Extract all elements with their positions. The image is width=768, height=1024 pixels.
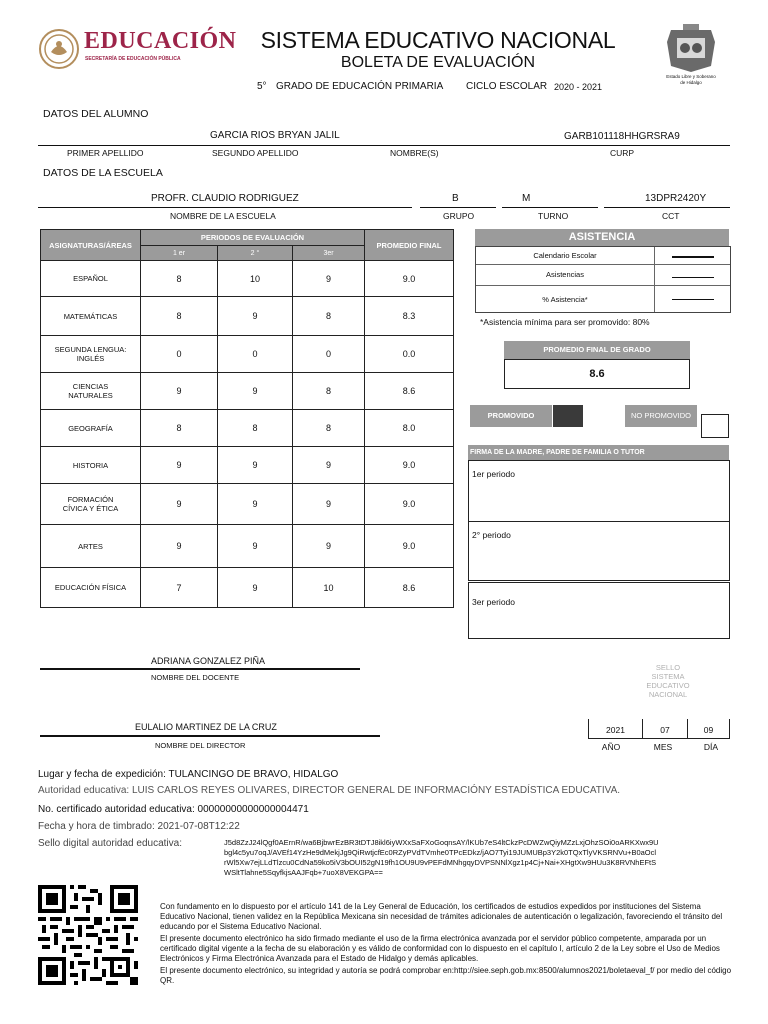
grade-cell: 8 [141,297,218,336]
grade-cell: 0 [218,336,293,373]
promovido-label: PROMOVIDO [470,405,552,427]
label-segundo-apellido: SEGUNDO APELLIDO [212,148,299,158]
header-promedio: PROMEDIO FINAL [365,230,454,261]
label-nombre-escuela: NOMBRE DE LA ESCUELA [170,211,276,221]
subject-cell: ARTES [41,525,141,568]
table-row [41,568,454,608]
asistencia-porcentaje: % Asistencia* [542,295,588,304]
grade-cell: 9 [293,447,365,484]
grade-cell: 9 [141,373,218,410]
subject-cell: GEOGRAFÍA [41,410,141,447]
grades-table [40,229,454,608]
qr-code-icon [38,885,138,985]
legal-paragraph-3: El presente documento electrónico, su integridad y autoría se podrá comprobar en:http://siee.seph.gob.mx:8500/alumnos2021/boletaeval_f/ por medio del código QR. [160,966,732,985]
logo-subtext: SECRETARÍA DE EDUCACIÓN PÚBLICA [85,56,181,62]
sello-line-1: SELLO [655,663,681,672]
qr-code[interactable] [38,885,138,985]
firma-periodo-1-label: 1er periodo [472,469,516,479]
escuela-underline-3 [502,207,598,208]
document-subtitle: BOLETA DE EVALUACIÓN [340,54,536,71]
sello-digital-value [224,838,734,878]
sep-logo [38,26,237,72]
legal-paragraph-1: Con fundamento en lo dispuesto por el artículo 141 de la Ley General de Educación, los certificados de estudios expedidos por instituciones del Sistema Educativo Nacional, tienen validez en la República Mexicana sin necesidad de trámites adicionales de autenticación o legalización, favoreciendo el tránsito del educando por el Sistema Educativo Nacional. [160,902,723,931]
escuela-underline-2 [420,207,496,208]
docente-name: ADRIANA GONZALEZ PIÑA [151,656,266,666]
table-row [41,261,454,297]
average-cell: 8.3 [365,297,454,336]
ciclo-value: 2020 - 2021 [554,82,603,92]
average-cell: 8.6 [365,373,454,410]
hidalgo-seal [660,22,722,90]
fecha-year: 2021 [606,725,625,735]
fecha-timbrado: Fecha y hora de timbrado: 2021-07-08T12:22 [38,821,240,832]
subject-cell: SEGUNDA LENGUA: INGLÉS [41,336,141,373]
sello-digital-line-4: WSltTlahne5SqyfkjsAAJFqb+7uoX8VEKGPA== [224,868,383,877]
fecha-day-label: DÍA [703,742,719,752]
grade-cell: 9 [141,525,218,568]
firma-periodo-3-box [468,582,730,639]
table-row [41,336,454,373]
grade-cell: 9 [218,484,293,525]
subject-cell: MATEMÁTICAS [41,297,141,336]
header-periodo-3: 3er [293,246,365,261]
no-certificado: No. certificado autoridad educativa: 00000000000000004471 [38,804,309,815]
promedio-final-value: 8.6 [504,359,690,389]
grade-cell: 8 [218,410,293,447]
legal-paragraph-2: El presente documento electrónico ha sido firmado mediante el uso de la firma electrónica avanzada por el servidor público competente, amparada por un certificado digital vigente a la fecha de su elaboración y es válido de conformidad con lo dispuesto en el capítulo I, artículo 2 de la Ley sobre el Uso de Medios Electrónicos y Firma Electrónica Avanzada para el Estado de Hidalgo y demás aplicables. [160,934,720,963]
table-row [41,447,454,484]
grade-cell: 9 [218,525,293,568]
grade-cell: 10 [293,568,365,608]
grade-cell: 9 [293,525,365,568]
table-row [41,410,454,447]
table-row [41,484,454,525]
sello-digital-line-3: rWl5Xw7ejLLdTlzcu0CdNa59ko5iV3bOUI52gN19fh1OU9U9vPEFdMNhgqyDVPSNNlXgz1p4Cj+Nai+XHgtXw9HUu3K8RVNhEFtS [224,858,657,867]
grade-cell: 9 [218,373,293,410]
subject-cell: HISTORIA [41,447,141,484]
label-cct: CCT [662,211,680,221]
sello-line-2: SISTEMA [651,672,685,681]
escuela-nombre-value: PROFR. CLAUDIO RODRIGUEZ [151,193,299,204]
firma-periodo-3-label: 3er periodo [472,597,516,607]
director-label: NOMBRE DEL DIRECTOR [155,741,246,750]
docente-label: NOMBRE DEL DOCENTE [151,673,240,682]
logo-text: EDUCACIÓN [84,28,237,54]
alumno-underline [38,145,730,146]
alumno-curp-value: GARB101118HHGRSRA9 [564,131,680,142]
label-turno: TURNO [538,211,569,221]
grade-cell: 9 [141,484,218,525]
header-periodo-1: 1 er [141,246,218,261]
escuela-section-title: DATOS DE LA ESCUELA [43,167,163,179]
average-cell: 8.6 [365,568,454,608]
fecha-box [588,719,730,739]
asistencia-title: ASISTENCIA [475,229,729,246]
firma-periodo-2-box [468,521,730,581]
grade-cell: 9 [218,568,293,608]
ciclo-label: CICLO ESCOLAR [466,81,548,92]
asistencia-calendario: Calendario Escolar [533,251,597,260]
grade-cell: 8 [293,373,365,410]
sello-digital-line-1: J5d8ZzJ24lQgf0AErnR/wa6BjbwrEzBR3tDTJ8ikl6iyWXxSaFXoGoqnsAY/lKUb7eS4ltCkzPcDWZwQiyMZzLxjOhzSOi0oARKXwx9U [224,838,659,847]
grade-cell: 9 [218,447,293,484]
promovido-checkbox [553,405,583,427]
lugar-expedicion: Lugar y fecha de expedición: TULANCINGO DE BRAVO, HIDALGO [38,769,339,780]
docente-signature-line [40,668,360,670]
sello-sen [620,663,716,699]
hidalgo-emblem-icon [661,22,721,74]
average-cell: 8.0 [365,410,454,447]
escuela-cct-value: 13DPR2420Y [645,193,707,204]
director-signature-line [40,735,380,737]
header-periodo-2: 2 ° [218,246,293,261]
grade-cell: 9 [218,297,293,336]
grade-label: GRADO DE EDUCACIÓN PRIMARIA [276,81,444,92]
average-cell: 0.0 [365,336,454,373]
grade-number: 5° [257,81,267,92]
alumno-section-title: DATOS DEL ALUMNO [43,108,149,120]
subject-cell: CIENCIAS NATURALES [41,373,141,410]
average-cell: 9.0 [365,447,454,484]
table-row [41,525,454,568]
alumno-nombre-value: GARCIA RIOS BRYAN JALIL [210,130,340,141]
asistencia-note: *Asistencia mínima para ser promovido: 80% [480,317,650,327]
fecha-year-label: AÑO [601,742,621,752]
grade-cell: 8 [141,261,218,297]
label-grupo: GRUPO [443,211,475,221]
subject-cell: FORMACIÓN CÍVICA Y ÉTICA [41,484,141,525]
sello-digital-line-2: bgl4c5yu7oqJ/AVEf14YzHe9dMekjJg9QiRwtjcfEc0RZyPVdTVmhe0TPcEDkz/jAO7Tyi19JUMUBp3Y2k0TQxTlyVKSRNVu+B0aOcl [224,848,657,857]
table-row [41,297,454,336]
document-title: SISTEMA EDUCATIVO NACIONAL [260,27,616,53]
grade-cell: 9 [141,447,218,484]
legal-text [160,902,734,986]
label-nombres: NOMBRE(S) [390,148,439,158]
firma-periodo-1-box [468,460,730,523]
grade-cell: 7 [141,568,218,608]
escuela-underline-1 [38,207,412,208]
director-name: EULALIO MARTINEZ DE LA CRUZ [135,722,277,732]
grade-cell: 0 [293,336,365,373]
fecha-month: 07 [660,725,670,735]
grade-cell: 0 [141,336,218,373]
no-promovido-checkbox [701,414,729,438]
seal-caption-2: de Hidalgo [680,80,702,85]
autoridad-educativa: Autoridad educativa: LUIS CARLOS REYES OLIVARES, DIRECTOR GENERAL DE INFORMACIÓNY ESTADÍSTICA EDUCATIVA. [38,785,621,796]
firma-periodo-2-label: 2° periodo [472,530,511,540]
grade-cell: 8 [293,297,365,336]
average-cell: 9.0 [365,261,454,297]
subject-cell: EDUCACIÓN FÍSICA [41,568,141,608]
average-cell: 9.0 [365,484,454,525]
grade-cell: 8 [141,410,218,447]
table-row [41,373,454,410]
header-periodos: PERIODOS DE EVALUACIÓN [141,230,365,246]
sello-digital-label: Sello digital autoridad educativa: [38,838,182,849]
fecha-month-label: MES [653,742,673,752]
sello-line-3: EDUCATIVO [646,681,690,690]
firma-title: FIRMA DE LA MADRE, PADRE DE FAMILIA O TUTOR [468,445,729,460]
subject-cell: ESPAÑOL [41,261,141,297]
escuela-turno-value: M [522,193,531,204]
asistencia-asistencias: Asistencias [546,270,584,279]
grade-cell: 8 [293,410,365,447]
promedio-final-label: PROMEDIO FINAL DE GRADO [504,341,690,359]
no-promovido-label: NO PROMOVIDO [625,405,697,427]
grade-cell: 9 [293,261,365,297]
header-asignaturas: ASIGNATURAS/ÁREAS [41,230,141,261]
fecha-day: 09 [703,725,714,735]
average-cell: 9.0 [365,525,454,568]
asistencia-table [475,246,731,313]
escuela-grupo-value: B [452,193,459,204]
grade-cell: 10 [218,261,293,297]
seal-caption-1: Estado Libre y Soberano [666,74,716,79]
label-primer-apellido: PRIMER APELLIDO [67,148,144,158]
grade-cell: 9 [293,484,365,525]
escuela-underline-4 [604,207,730,208]
sello-line-4: NACIONAL [648,690,688,699]
mexico-seal-icon [38,28,80,70]
label-curp: CURP [610,148,635,158]
